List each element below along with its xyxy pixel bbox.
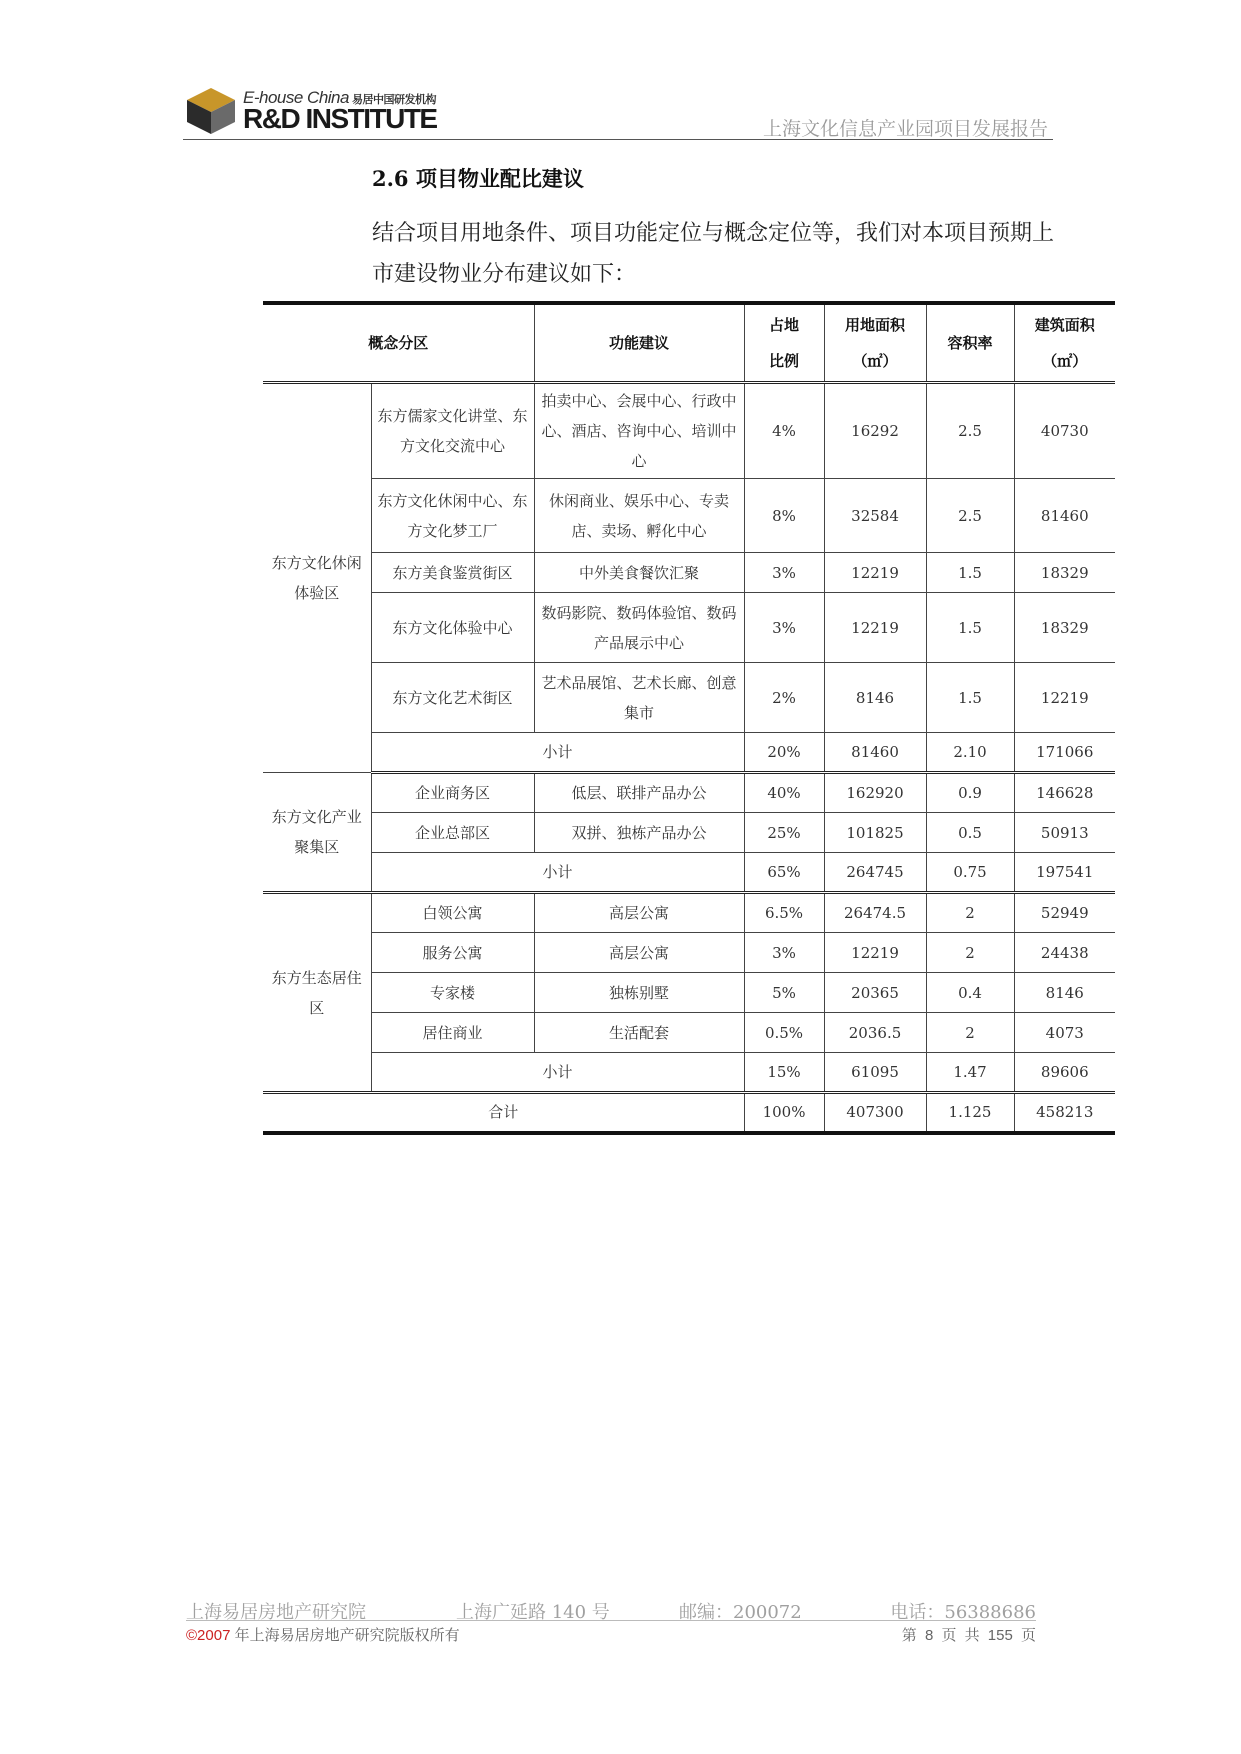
- item-ratio: 8%: [744, 479, 824, 553]
- item-land: 101825: [824, 813, 926, 853]
- header-ratio: [744, 303, 824, 383]
- item-far: 0.5: [926, 813, 1014, 853]
- item-far: 1.5: [926, 663, 1014, 733]
- item-ratio: 40%: [744, 773, 824, 813]
- property-ratio-table: [263, 301, 1115, 1135]
- total-far: 1.125: [926, 1093, 1014, 1133]
- item-ratio: 3%: [744, 933, 824, 973]
- table-row: [263, 973, 1115, 1013]
- item-ratio: 25%: [744, 813, 824, 853]
- item-far: 1.5: [926, 593, 1014, 663]
- item-name: 专家楼: [371, 973, 534, 1013]
- logo-title: R&D INSTITUTE: [243, 103, 437, 134]
- table-row: [263, 383, 1115, 479]
- item-build: 81460: [1014, 479, 1115, 553]
- item-build: 12219: [1014, 663, 1115, 733]
- total-row: [263, 1093, 1115, 1133]
- subtotal-ratio: 15%: [744, 1053, 824, 1093]
- item-ratio: 4%: [744, 383, 824, 479]
- subtotal-row: [263, 1053, 1115, 1093]
- item-land: 16292: [824, 383, 926, 479]
- item-function: 艺术品展馆、艺术长廊、创意集市: [534, 663, 744, 733]
- subtotal-label: 小计: [371, 733, 744, 773]
- header-ratio-l1: 占地: [769, 316, 800, 334]
- intro-paragraph: 结合项目用地条件、项目功能定位与概念定位等，我们对本项目预期上市建设物业分布建议如下：: [372, 221, 1055, 287]
- item-ratio: 5%: [744, 973, 824, 1013]
- page-number: 第 8 页 共 155 页: [901, 1627, 1036, 1644]
- total-land: 407300: [824, 1093, 926, 1133]
- item-land: 26474.5: [824, 893, 926, 933]
- header-ratio-l2: 比例: [769, 352, 800, 370]
- logo-brand-text: E-house China: [243, 88, 349, 107]
- table-row: [263, 593, 1115, 663]
- item-far: 2: [926, 1013, 1014, 1053]
- item-function: 双拼、独栋产品办公: [534, 813, 744, 853]
- item-far: 2.5: [926, 479, 1014, 553]
- item-ratio: 6.5%: [744, 893, 824, 933]
- total-label: 合计: [263, 1093, 744, 1133]
- subtotal-ratio: 65%: [744, 853, 824, 893]
- copyright-text: 年上海易居房地产研究院版权所有: [230, 1627, 460, 1644]
- header-land-l2: （㎡）: [852, 352, 898, 370]
- item-name: 东方儒家文化讲堂、东方文化交流中心: [371, 383, 534, 479]
- item-name: 企业总部区: [371, 813, 534, 853]
- zone-cell: 东方生态居住区: [263, 893, 371, 1093]
- item-land: 8146: [824, 663, 926, 733]
- item-function: 高层公寓: [534, 933, 744, 973]
- item-land: 32584: [824, 479, 926, 553]
- item-function: 低层、联排产品办公: [534, 773, 744, 813]
- item-function: 数码影院、数码体验馆、数码产品展示中心: [534, 593, 744, 663]
- item-far: 2: [926, 893, 1014, 933]
- item-far: 2: [926, 933, 1014, 973]
- item-build: 18329: [1014, 593, 1115, 663]
- item-land: 162920: [824, 773, 926, 813]
- item-far: 1.5: [926, 553, 1014, 593]
- footer-copyright: [186, 1624, 460, 1645]
- item-name: 服务公寓: [371, 933, 534, 973]
- logo: [185, 86, 455, 136]
- table-row: [263, 479, 1115, 553]
- item-build: 146628: [1014, 773, 1115, 813]
- subtotal-build: 171066: [1014, 733, 1115, 773]
- footer-phone: 电话：56388686: [890, 1602, 1036, 1623]
- header-far: 容积率: [926, 303, 1014, 383]
- item-far: 0.9: [926, 773, 1014, 813]
- item-ratio: 3%: [744, 553, 824, 593]
- header-divider: [183, 139, 1053, 140]
- report-title: 上海文化信息产业园项目发展报告: [762, 118, 1048, 140]
- header-land-l1: 用地面积: [845, 316, 906, 334]
- table-row: [263, 773, 1115, 813]
- item-land: 12219: [824, 553, 926, 593]
- item-ratio: 3%: [744, 593, 824, 663]
- subtotal-build: 89606: [1014, 1053, 1115, 1093]
- item-name: 企业商务区: [371, 773, 534, 813]
- header-zone: 概念分区: [263, 303, 534, 383]
- subtotal-land: 61095: [824, 1053, 926, 1093]
- zone-cell: 东方文化休闲体验区: [263, 383, 371, 773]
- subtotal-label: 小计: [371, 853, 744, 893]
- subtotal-far: 1.47: [926, 1053, 1014, 1093]
- item-land: 12219: [824, 933, 926, 973]
- item-name: 白领公寓: [371, 893, 534, 933]
- item-function: 生活配套: [534, 1013, 744, 1053]
- item-ratio: 0.5%: [744, 1013, 824, 1053]
- item-far: 2.5: [926, 383, 1014, 479]
- zone-cell: 东方文化产业聚集区: [263, 773, 371, 893]
- item-build: 40730: [1014, 383, 1115, 479]
- item-build: 4073: [1014, 1013, 1115, 1053]
- section-title: 2.6 项目物业配比建议: [372, 166, 584, 191]
- item-land: 2036.5: [824, 1013, 926, 1053]
- subtotal-ratio: 20%: [744, 733, 824, 773]
- subtotal-label: 小计: [371, 1053, 744, 1093]
- item-function: 中外美食餐饮汇聚: [534, 553, 744, 593]
- table-row: [263, 1013, 1115, 1053]
- footer-address: 上海广延路 140 号: [456, 1602, 610, 1623]
- item-land: 20365: [824, 973, 926, 1013]
- footer-org: 上海易居房地产研究院: [186, 1602, 366, 1623]
- item-build: 50913: [1014, 813, 1115, 853]
- item-name: 东方美食鉴赏街区: [371, 553, 534, 593]
- item-function: 高层公寓: [534, 893, 744, 933]
- item-name: 东方文化休闲中心、东方文化梦工厂: [371, 479, 534, 553]
- header-build-l2: （㎡）: [1042, 352, 1088, 370]
- logo-brand-cn: 易居中国研发机构: [351, 94, 436, 106]
- subtotal-land: 81460: [824, 733, 926, 773]
- item-build: 24438: [1014, 933, 1115, 973]
- item-name: 东方文化体验中心: [371, 593, 534, 663]
- table-row: [263, 893, 1115, 933]
- item-name: 东方文化艺术街区: [371, 663, 534, 733]
- logo-cube-icon: [185, 86, 237, 136]
- subtotal-land: 264745: [824, 853, 926, 893]
- total-ratio: 100%: [744, 1093, 824, 1133]
- item-ratio: 2%: [744, 663, 824, 733]
- table-row: [263, 813, 1115, 853]
- header-build-area: [1014, 303, 1115, 383]
- item-build: 8146: [1014, 973, 1115, 1013]
- item-function: 独栋别墅: [534, 973, 744, 1013]
- footer-postcode: 邮编：200072: [679, 1602, 802, 1623]
- table-row: [263, 663, 1115, 733]
- footer-divider: [186, 1620, 1036, 1621]
- header-land-area: [824, 303, 926, 383]
- item-function: 拍卖中心、会展中心、行政中心、酒店、咨询中心、培训中心: [534, 383, 744, 479]
- item-far: 0.4: [926, 973, 1014, 1013]
- total-build: 458213: [1014, 1093, 1115, 1133]
- item-land: 12219: [824, 593, 926, 663]
- table-row: [263, 933, 1115, 973]
- table-header-row: [263, 303, 1115, 383]
- subtotal-far: 0.75: [926, 853, 1014, 893]
- item-function: 休闲商业、娱乐中心、专卖店、卖场、孵化中心: [534, 479, 744, 553]
- header-build-l1: 建筑面积: [1034, 316, 1095, 334]
- subtotal-row: [263, 733, 1115, 773]
- table-row: [263, 553, 1115, 593]
- item-build: 18329: [1014, 553, 1115, 593]
- subtotal-row: [263, 853, 1115, 893]
- item-build: 52949: [1014, 893, 1115, 933]
- header-function: 功能建议: [534, 303, 744, 383]
- subtotal-far: 2.10: [926, 733, 1014, 773]
- item-name: 居住商业: [371, 1013, 534, 1053]
- copyright-year: ©2007: [186, 1627, 231, 1644]
- subtotal-build: 197541: [1014, 853, 1115, 893]
